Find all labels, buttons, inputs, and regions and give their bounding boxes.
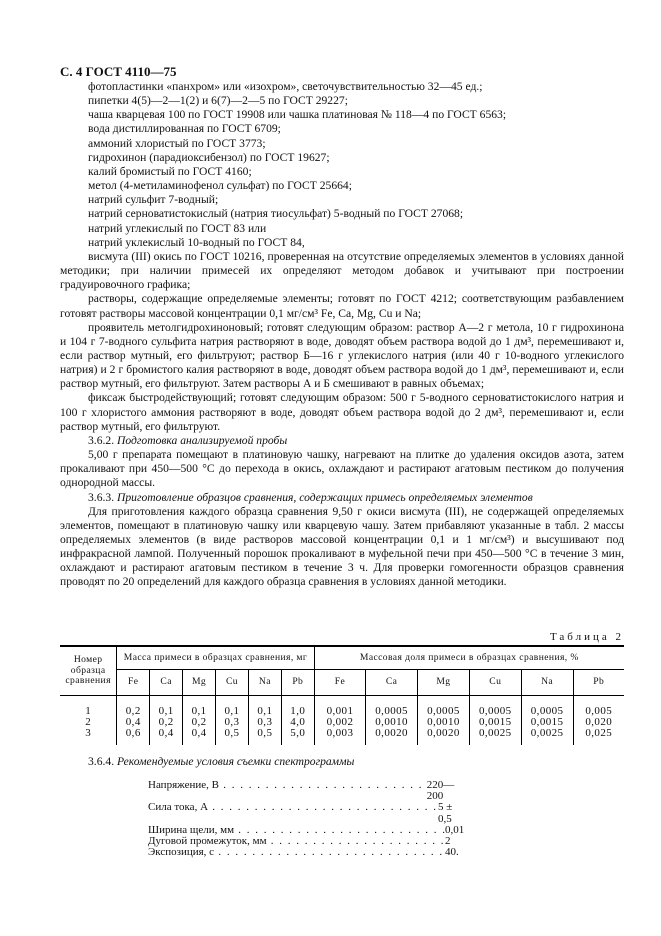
- condition-value: 5 ± 0,5: [437, 801, 453, 825]
- table-column-cell: [573, 696, 624, 746]
- paragraph: чаша кварцевая 100 по ГОСТ 19908 или чашка платиновая № 118—4 по ГОСТ 6563;: [88, 108, 507, 122]
- paragraph: аммоний хлористый по ГОСТ 3773;: [88, 136, 266, 150]
- table-column-cell: [281, 696, 314, 746]
- table-value: 1,0: [290, 705, 306, 717]
- section-number: 3.6.4.: [88, 755, 115, 768]
- element-header: Pb: [573, 670, 624, 696]
- paragraph: гидрохинон (парадиоксибензол) по ГОСТ 19627;: [88, 150, 330, 164]
- section-number: 3.6.2.: [88, 433, 115, 447]
- table-column-cell: [248, 696, 281, 746]
- element-header: Cu: [469, 670, 521, 696]
- condition-value: 2: [445, 835, 451, 848]
- table-value: 0,3: [257, 716, 273, 728]
- table-value: 0,1: [158, 705, 174, 717]
- table-value: 1: [85, 705, 92, 717]
- condition-value: 220—200: [426, 779, 455, 803]
- table-value: 0,0020: [427, 727, 460, 739]
- condition-label: Ширина щели, мм . . .: [148, 825, 445, 836]
- table-column-cell: [521, 696, 573, 746]
- element-header: Fe: [314, 670, 365, 696]
- section-heading-3-6-4: [88, 755, 354, 768]
- condition-row: [148, 780, 468, 802]
- table-value: 0,0005: [478, 705, 512, 717]
- table-value: 0,025: [585, 727, 613, 739]
- table-column-cell: [216, 696, 249, 746]
- table-column-cell: [117, 696, 150, 746]
- table-value: 0,003: [326, 727, 354, 739]
- table-column-cell: [183, 696, 216, 746]
- paragraph: фиксаж быстродействующий; готовят следующим образом: 500 г 5-водного серноватистокислого натрия и 100 г хлористого аммония растворяют в воде, доводят объем раствора водой до 2 дм³, перемешивают и, если раствор мутный, его фильтруют.: [60, 391, 624, 433]
- table-column-cell: [418, 696, 470, 746]
- section-title: Подготовка анализируемой пробы: [117, 433, 288, 447]
- table-value: 0,0020: [375, 727, 408, 739]
- element-header: Mg: [183, 670, 216, 696]
- condition-label: Дуговой промежуток, мм . . .: [148, 836, 445, 847]
- table-value: 0,0005: [375, 705, 408, 717]
- element-header: Ca: [150, 670, 183, 696]
- table-value: 0,4: [191, 727, 207, 739]
- paragraph: проявитель метолгидрохиноновый; готовят следующим образом: раствор А—2 г метола, 10 г гидрохинона и 104 г 7-водного сульфита натрия растворяют в воде, доводят объем раствора водой до 1 дм³, перемешивают и, если раствор мутный, его фильтруют; раствор Б—16 г углекислого натрия (или 40 г 10-водного углекислого натрия) и 2 г бромистого калия растворяют в воде, доводят объем раствора водой до 1 дм³, перемешивают и, если раствор мутный, его фильтруют. Затем растворы А и Б смешивают в равных объемах;: [60, 320, 624, 391]
- paragraph: 5,00 г препарата помещают в платиновую чашку, нагревают на плитке до удаления оксидов азота, затем прокаливают при 450—500 °С до перехода в окись, охлаждают и растирают агатовым пестиком до получения однородной массы.: [60, 448, 624, 490]
- table-value: 0,2: [158, 716, 174, 728]
- paragraph: вода дистиллированная по ГОСТ 6709;: [88, 122, 281, 136]
- table-column-cell: [469, 696, 521, 746]
- table-value: 0,002: [326, 716, 354, 728]
- col-header-sample-number: Номер образца сравнения: [60, 646, 117, 696]
- section-heading-3-6-3: [60, 491, 624, 505]
- element-header: Ca: [366, 670, 418, 696]
- condition-row: [148, 825, 468, 836]
- table-value: 0,4: [125, 716, 141, 728]
- conditions-list: [148, 780, 468, 858]
- table-value: 0,1: [191, 705, 207, 717]
- paragraph: натрий серноватистокислый (натрия тиосульфат) 5-водный по ГОСТ 27068;: [88, 207, 464, 221]
- paragraph: натрий углекислый по ГОСТ 83 или: [88, 221, 267, 235]
- table-value: 0,1: [224, 705, 240, 717]
- paragraph: натрий уклекислый 10-водный по ГОСТ 84,: [88, 235, 305, 249]
- table-value: 0,4: [158, 727, 174, 739]
- page-header: С. 4 ГОСТ 4110—75: [60, 64, 177, 79]
- table-column-cell: [366, 696, 418, 746]
- element-header: Cu: [216, 670, 249, 696]
- table-value: 0,0015: [478, 716, 512, 728]
- table-value: 0,005: [585, 705, 613, 717]
- table-caption: Таблица 2: [549, 631, 624, 643]
- element-header: Na: [521, 670, 573, 696]
- paragraph: натрий сульфит 7-водный;: [88, 193, 219, 207]
- section-heading-3-6-2: [60, 434, 624, 448]
- paragraph: метол (4-метиламинофенол сульфат) по ГОСТ 25664;: [88, 179, 352, 193]
- paragraph: пипетки 4(5)—2—1(2) и 6(7)—2—5 по ГОСТ 29227;: [88, 94, 348, 108]
- table-column-cell: [150, 696, 183, 746]
- table-2: [60, 645, 624, 745]
- paragraph: фотопластинки «панхром» или «изохром», светочувствительностью 32—45 ед.;: [88, 80, 483, 93]
- table-value: 0,0005: [530, 705, 564, 717]
- table-value: 0,0010: [375, 716, 408, 728]
- table-value: 0,0010: [427, 716, 460, 728]
- condition-label: Экспозиция, с . . .: [148, 847, 445, 858]
- condition-value: 40.: [445, 846, 459, 859]
- condition-label: Напряжение, В . . .: [148, 780, 427, 802]
- table-value: 3: [85, 727, 92, 739]
- table-value: 0,3: [224, 716, 240, 728]
- table-value: 0,2: [191, 716, 207, 728]
- condition-label: Сила тока, А . . .: [148, 802, 438, 824]
- table-value: 2: [85, 716, 92, 728]
- group-header-fraction: Массовая доля примеси в образцах сравнения, %: [314, 646, 624, 670]
- section-number: 3.6.3.: [88, 490, 115, 504]
- table-value: 0,5: [257, 727, 273, 739]
- table-value: 0,0025: [530, 727, 564, 739]
- section-title: Приготовление образцов сравнения, содержащих примесь определяемых элементов: [117, 490, 533, 504]
- table-value: 0,0015: [530, 716, 564, 728]
- element-header: Mg: [418, 670, 470, 696]
- table-value: 0,020: [585, 716, 613, 728]
- paragraph: Для приготовления каждого образца сравнения 9,50 г окиси висмута (III), не содержащей определяемых элементов, помещают в платиновую чашку или кварцевую чашу. Затем прибавляют указанные в табл. 2 массы определяемых элементов (в виде растворов массовой концентрации 0,1 и 1 мг/см³) и высушивают под инфракрасной лампой. Полученный порошок прокаливают в муфельной печи при 450—500 °С в течение 3 мин, охлаждают и растирают агатовым пестиком в течение 3 ч. Для проверки гомогенности образцов сравнения проводят по 20 определений для каждого образца сравнения в условиях данной методики.: [60, 504, 624, 589]
- table-value: 0,6: [125, 727, 141, 739]
- element-header: Na: [248, 670, 281, 696]
- paragraph: висмута (III) окись по ГОСТ 10216, проверенная на отсутствие определяемых элементов в условиях данной методики; при наличии примесей их определяют методом добавок и учитывают при построении градуировочного графика;: [60, 249, 624, 292]
- condition-row: [148, 802, 468, 824]
- group-header-mass: Масса примеси в образцах сравнения, мг: [117, 646, 314, 670]
- condition-value: 0,01: [445, 823, 465, 836]
- table-value: 0,001: [326, 705, 354, 717]
- element-header: Pb: [281, 670, 314, 696]
- table-value: 0,1: [257, 705, 273, 717]
- element-header: Fe: [117, 670, 150, 696]
- condition-row: [148, 847, 468, 858]
- table-value: 0,0025: [478, 727, 512, 739]
- table-value: 0,2: [125, 705, 141, 717]
- paragraph: растворы, содержащие определяемые элементы; готовят по ГОСТ 4212; соответствующим разбавлением готовят растворы массовой концентрации 0,1 мг/см³ Fe, Ca, Mg, Cu и Na;: [60, 292, 624, 320]
- table-value: 0,5: [224, 727, 240, 739]
- table-column-cell: [60, 696, 117, 746]
- section-title: Рекомендуемые условия съемки спектрограммы: [117, 755, 355, 768]
- table-value: 5,0: [290, 727, 306, 739]
- condition-row: [148, 836, 468, 847]
- table-value: 0,0005: [427, 705, 460, 717]
- document-body: [60, 80, 624, 590]
- table-column-cell: [314, 696, 365, 746]
- table-value: 4,0: [290, 716, 306, 728]
- paragraph: калий бромистый по ГОСТ 4160;: [88, 164, 252, 178]
